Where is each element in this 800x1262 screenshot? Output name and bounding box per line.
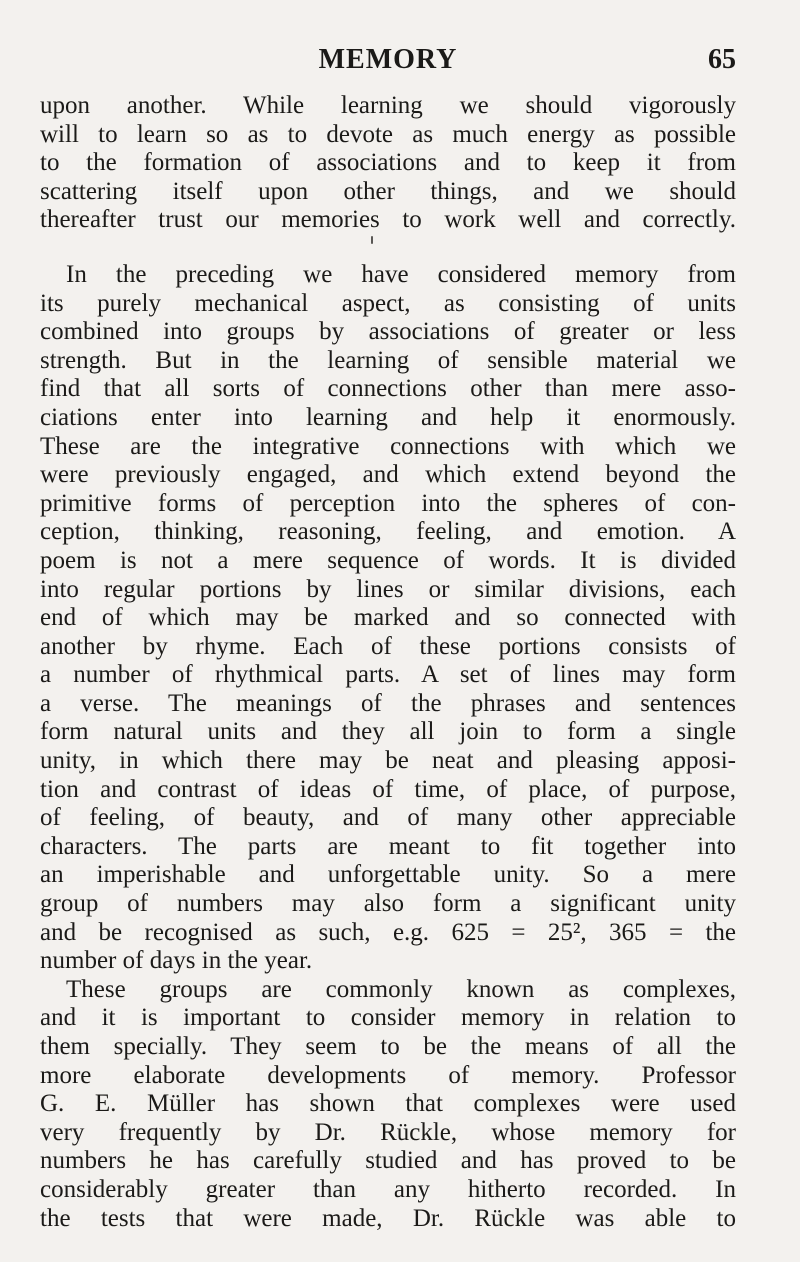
- text-line: another by rhyme. Each of these portions consists of: [40, 632, 736, 660]
- text-line: combined into groups by associations of greater or less: [40, 318, 736, 346]
- running-title: MEMORY: [318, 44, 458, 75]
- body-text: [40, 92, 736, 1233]
- text-line: scattering itself upon other things, and we should: [40, 177, 736, 205]
- text-line: ciations enter into learning and help it enormously.: [40, 403, 736, 431]
- text-line: a verse. The meanings of the phrases and sentences: [40, 689, 736, 717]
- text-line: In the preceding we have considered memory from: [66, 260, 736, 288]
- page-header: [40, 44, 736, 84]
- text-line: and it is important to consider memory in relation to: [40, 1004, 736, 1032]
- text-line: numbers he has carefully studied and has proved to be: [40, 1147, 736, 1175]
- text-line: tion and contrast of ideas of time, of place, of purpose,: [40, 775, 736, 803]
- text-line: a number of rhythmical parts. A set of lines may form: [40, 661, 736, 689]
- text-line: strength. But in the learning of sensible material we: [40, 346, 736, 374]
- text-line: upon another. While learning we should vigorously: [40, 92, 736, 119]
- text-line: very frequently by Dr. Rückle, whose memory for: [40, 1118, 736, 1146]
- text-line: ception, thinking, reasoning, feeling, and emotion. A: [40, 518, 736, 546]
- text-line: of feeling, of beauty, and of many other appreciable: [40, 804, 736, 832]
- text-line: considerably greater than any hitherto recorded. In: [40, 1175, 736, 1203]
- text-line: into regular portions by lines or similar divisions, each: [40, 575, 736, 603]
- text-line: number of days in the year.: [40, 947, 313, 975]
- page-number: 65: [708, 44, 736, 75]
- text-line: end of which may be marked and so connected with: [40, 604, 736, 632]
- text-line: its purely mechanical aspect, as consisting of units: [40, 289, 736, 317]
- text-line: primitive forms of perception into the spheres of con-: [40, 489, 736, 517]
- text-line: These groups are commonly known as complexes,: [66, 975, 736, 1003]
- text-line: G. E. Müller has shown that complexes were used: [40, 1090, 736, 1118]
- text-line: were previously engaged, and which extend beyond the: [40, 461, 736, 489]
- text-line: and be recognised as such, e.g. 625 = 25², 365 = the: [40, 918, 736, 946]
- text-line: These are the integrative connections with which we: [40, 432, 736, 460]
- text-line: group of numbers may also form a significant unity: [40, 890, 736, 918]
- text-line: poem is not a mere sequence of words. It is divided: [40, 546, 736, 574]
- text-line: unity, in which there may be neat and pleasing apposi-: [40, 747, 736, 775]
- text-line: form natural units and they all join to form a single: [40, 718, 736, 746]
- text-line: them specially. They seem to be the means of all the: [40, 1033, 736, 1060]
- text-line: the tests that were made, Dr. Rückle was able to: [40, 1204, 736, 1232]
- text-line: find that all sorts of connections other than mere asso-: [40, 375, 736, 403]
- text-line: thereafter trust our memories to work well and correctly.: [40, 206, 736, 234]
- text-line: will to learn so as to devote as much energy as possible: [40, 120, 736, 148]
- text-line: more elaborate developments of memory. Professor: [40, 1061, 736, 1089]
- paragraph-gap: [40, 235, 736, 261]
- text-line: an imperishable and unforgettable unity. So a mere: [40, 861, 736, 889]
- text-line: to the formation of associations and to keep it from: [40, 149, 736, 177]
- text-line: characters. The parts are meant to fit together into: [40, 832, 736, 860]
